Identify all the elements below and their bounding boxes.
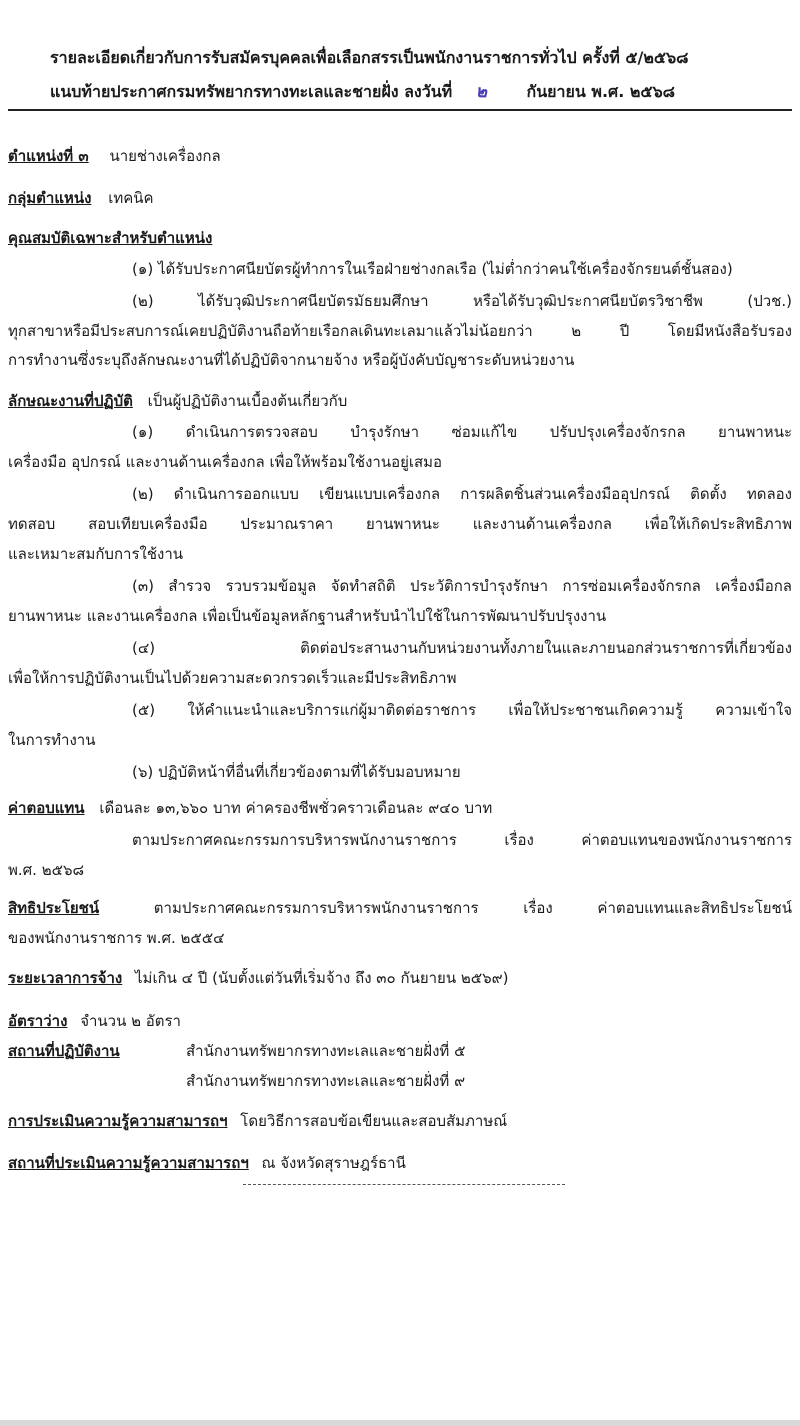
page-bottom-edge xyxy=(0,1420,800,1426)
header-suffix: กันยายน พ.ศ. ๒๕๖๘ xyxy=(526,82,675,101)
duties-label: ลักษณะงานที่ปฏิบัติ xyxy=(8,392,133,410)
assessment-label: การประเมินความรู้ความสามารถฯ xyxy=(8,1112,228,1130)
duty-4-line1: (๔) ติดต่อประสานงานกับหน่วยงานทั้งภายในและภายนอกส่วนราชการที่เกี่ยวข้อง xyxy=(132,639,792,657)
assessment-place-label: สถานที่ประเมินความรู้ความสามารถฯ xyxy=(8,1154,249,1172)
duties-intro: เป็นผู้ปฏิบัติงานเบื้องต้นเกี่ยวกับ xyxy=(147,392,348,410)
header-divider xyxy=(8,109,792,111)
duty-2-line1: (๒) ดำเนินการออกแบบ เขียนแบบเครื่องกล การผลิตชิ้นส่วนเครื่องมืออุปกรณ์ ติดตั้ง ทดลอง xyxy=(132,485,792,503)
benefits-row xyxy=(8,898,792,918)
assessment-place-value: ณ จังหวัดสุราษฎร์ธานี xyxy=(261,1154,406,1172)
duty-4-line2: เพื่อให้การปฏิบัติงานเป็นไปด้วยความสะดวกรวดเร็วและมีประสิทธิภาพ xyxy=(8,669,457,687)
vacancies-value: จำนวน ๒ อัตรา xyxy=(80,1012,181,1030)
position-row xyxy=(8,146,792,166)
group-value: เทคนิค xyxy=(108,189,154,207)
duty-6: (๖) ปฏิบัติหน้าที่อื่นที่เกี่ยวข้องตามที่ได้รับมอบหมาย xyxy=(132,763,461,781)
qualification-item-1: (๑) ได้รับประกาศนียบัตรผู้ทำการในเรือฝ่ายช่างกลเรือ (ไม่ต่ำกว่าคนใช้เครื่องจักรยนต์ชั้นสอง) xyxy=(132,260,733,278)
end-dashed-divider xyxy=(243,1184,565,1185)
benefits-line2: ของพนักงานราชการ พ.ศ. ๒๕๕๔ xyxy=(8,929,225,947)
document-header-line1: รายละเอียดเกี่ยวกับการรับสมัครบุคคลเพื่อเลือกสรรเป็นพนักงานราชการทั่วไป ครั้งที่ ๕/๒๕๖๘ xyxy=(50,48,689,67)
duties-heading xyxy=(8,391,792,411)
position-value: นายช่างเครื่องกล xyxy=(109,147,221,165)
duty-2-line2: ทดสอบ สอบเทียบเครื่องมือ ประมาณราคา ยานพาหนะ และงานด้านเครื่องกล เพื่อให้เกิดประสิทธิภาพ xyxy=(8,515,792,533)
qualifications-heading xyxy=(8,228,792,248)
vacancies-label: อัตราว่าง xyxy=(8,1012,68,1030)
group-label: กลุ่มตำแหน่ง xyxy=(8,189,92,207)
duty-1-line1: (๑) ดำเนินการตรวจสอบ บำรุงรักษา ซ่อมแก้ไข ปรับปรุงเครื่องจักรกล ยานพาหนะ xyxy=(132,423,792,441)
qualifications-label: คุณสมบัติเฉพาะสำหรับตำแหน่ง xyxy=(8,229,213,247)
duty-5-line2: ในการทำงาน xyxy=(8,731,96,749)
header-prefix: แนบท้ายประกาศกรมทรัพยากรทางทะเลและชายฝั่ง ลงวันที่ xyxy=(50,82,453,101)
employment-period-label: ระยะเวลาการจ้าง xyxy=(8,969,123,987)
benefits-line1: ตามประกาศคณะกรรมการบริหารพนักงานราชการ เรื่อง ค่าตอบแทนและสิทธิประโยชน์ xyxy=(153,899,792,917)
compensation-label: ค่าตอบแทน xyxy=(8,799,85,817)
employment-period-row xyxy=(8,968,792,988)
qualification-item-2-line3: การทำงานซึ่งระบุถึงลักษณะงานที่ได้ปฏิบัติจากนายจ้าง หรือผู้บังคับบัญชาระดับหน่วยงาน xyxy=(8,351,575,369)
assessment-place-row xyxy=(8,1153,792,1173)
document-header-line2 xyxy=(50,78,770,105)
workplace-label: สถานที่ปฏิบัติงาน xyxy=(8,1042,120,1060)
duty-1-line2: เครื่องมือ อุปกรณ์ และงานด้านเครื่องกล เพื่อให้พร้อมใช้งานอยู่เสมอ xyxy=(8,453,443,471)
position-label: ตำแหน่งที่ ๓ xyxy=(8,147,89,165)
group-row xyxy=(8,188,792,208)
assessment-value: โดยวิธีการสอบข้อเขียนและสอบสัมภาษณ์ xyxy=(240,1112,508,1130)
workplace-item-1: สำนักงานทรัพยากรทางทะเลและชายฝั่งที่ ๕ xyxy=(186,1042,466,1060)
employment-period-value: ไม่เกิน ๔ ปี (นับตั้งแต่วันที่เริ่มจ้าง ถึง ๓๐ กันยายน ๒๕๖๙) xyxy=(135,969,509,987)
duty-5-line1: (๕) ให้คำแนะนำและบริการแก่ผู้มาติดต่อราชการ เพื่อให้ประชาชนเกิดความรู้ ความเข้าใจ xyxy=(132,701,792,719)
benefits-label: สิทธิประโยชน์ xyxy=(8,899,100,917)
compensation-reference-line1: ตามประกาศคณะกรรมการบริหารพนักงานราชการ เรื่อง ค่าตอบแทนของพนักงานราชการ xyxy=(132,831,792,849)
assessment-row xyxy=(8,1111,792,1131)
compensation-reference-line2: พ.ศ. ๒๕๖๘ xyxy=(8,861,85,879)
duty-3-line1: (๓) สำรวจ รวบรวมข้อมูล จัดทำสถิติ ประวัติการบำรุงรักษา การซ่อมเครื่องจักรกล เครื่องมือกล xyxy=(132,577,792,595)
qualification-item-2-line1: (๒) ได้รับวุฒิประกาศนียบัตรมัธยมศึกษา หรือได้รับวุฒิประกาศนียบัตรวิชาชีพ (ปวช.) xyxy=(132,292,792,310)
duty-2-line3: และเหมาะสมกับการใช้งาน xyxy=(8,545,184,563)
qualification-item-2-line2: ทุกสาขาหรือมีประสบการณ์เคยปฏิบัติงานถือท้ายเรือกลเดินทะเลมาแล้วไม่น้อยกว่า ๒ ปี โดยมีหนังสือรับรอง xyxy=(8,322,792,340)
workplace-item-2: สำนักงานทรัพยากรทางทะเลและชายฝั่งที่ ๙ xyxy=(186,1072,466,1090)
vacancies-row xyxy=(8,1011,792,1031)
compensation-row xyxy=(8,798,792,818)
duty-3-line2: ยานพาหนะ และงานเครื่องกล เพื่อเป็นข้อมูลหลักฐานสำหรับนำไปใช้ในการพัฒนาปรับปรุงงาน xyxy=(8,607,607,625)
compensation-value: เดือนละ ๑๓,๖๖๐ บาท ค่าครองชีพชั่วคราวเดือนละ ๙๔๐ บาท xyxy=(99,799,493,817)
header-day-handwritten: ๒ xyxy=(475,82,487,102)
